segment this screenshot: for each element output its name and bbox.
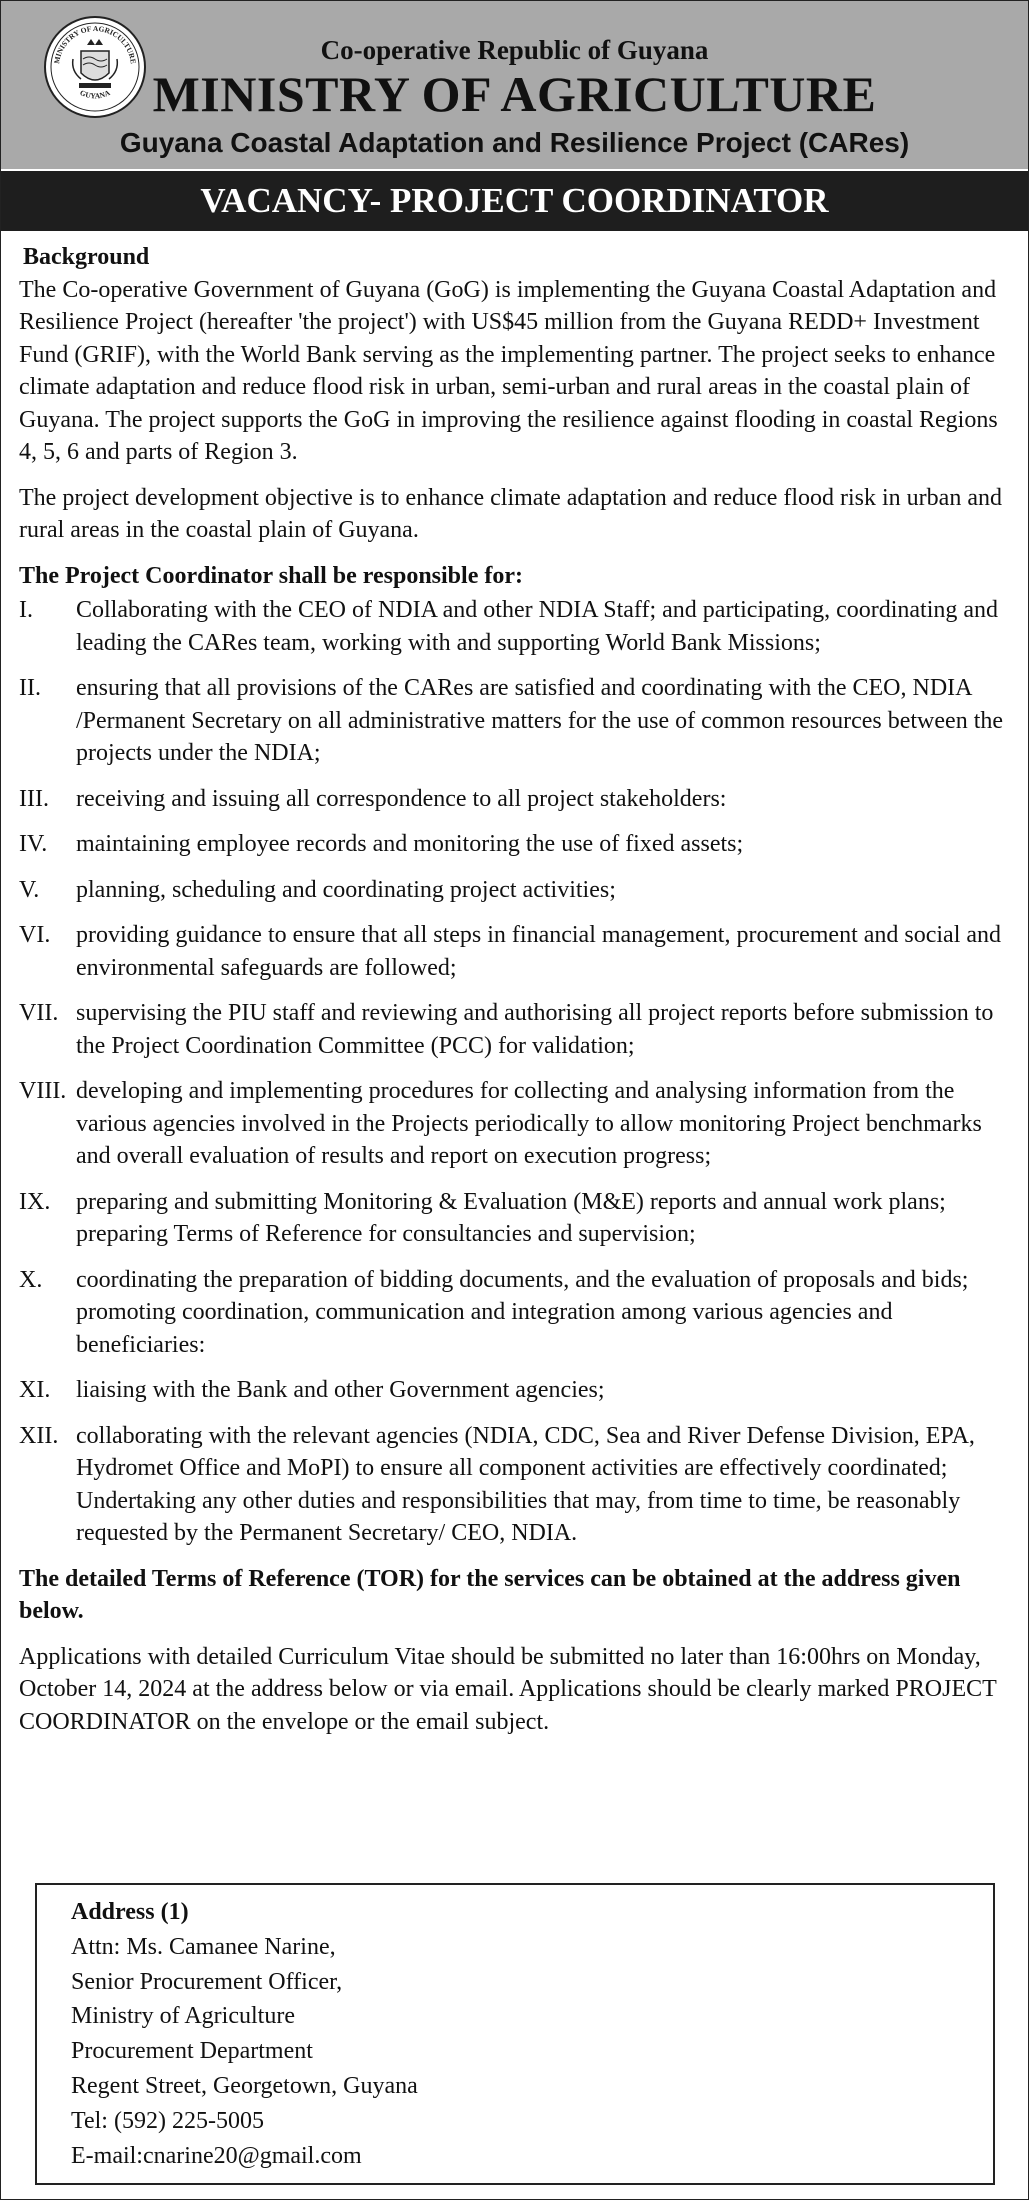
background-paragraph-1: The Co-operative Government of Guyana (GoG) is implementing the Guyana Coastal Adaptation and Resilience Project (hereafter 'the project') with US$45 million from the Guyana REDD+ Investment Fund (GRIF), with the World Bank serving as the implementing partner. The project seeks to enhance climate adaptation and reduce flood risk in urban, semi-urban and rural areas in the coastal plain of Guyana. The project supports the GoG in improving the resilience against flooding in coastal Regions 4, 5, 6 and parts of Region 3. xyxy=(19,276,998,465)
item-text: ensuring that all provisions of the CARes are satisfied and coordinating with the CEO, NDIA /Permanent Secretary on all administrative matters for the use of common resources between the projects under the NDIA; xyxy=(76,675,1004,766)
list-item xyxy=(19,1075,1009,1173)
item-number: VII. xyxy=(19,1000,59,1026)
item-text: supervising the PIU staff and reviewing and authorising all project reports before submission to the Project Coordination Committee (PCC) for validation; xyxy=(76,1000,994,1059)
list-item xyxy=(19,919,1009,984)
address-line: Senior Procurement Officer, xyxy=(71,1968,343,1995)
item-number: XI. xyxy=(19,1377,51,1403)
item-number: IV. xyxy=(19,831,48,857)
item-number: VI. xyxy=(19,922,51,948)
list-item xyxy=(19,828,1009,861)
republic-heading: Co-operative Republic of Guyana xyxy=(320,35,709,65)
responsibilities-heading: The Project Coordinator shall be responsible for: xyxy=(19,562,523,589)
applications-paragraph: Applications with detailed Curriculum Vitae should be submitted no later than 16:00hrs on Monday, October 14, 2024 at the address below or via email. Applications should be clearly marked PROJECT COORDINATOR on the envelope or the email subject. xyxy=(19,1643,997,1735)
vacancy-title: VACANCY- PROJECT COORDINATOR xyxy=(1,171,1028,231)
phone-line: Tel: (592) 225-5005 xyxy=(71,2107,264,2134)
seal-text-bottom: GUYANA xyxy=(78,88,112,101)
item-number: XII. xyxy=(19,1422,59,1449)
item-number: IX. xyxy=(19,1188,51,1215)
address-line: Attn: Ms. Camanee Narine, xyxy=(71,1933,336,1960)
list-item xyxy=(19,783,1009,816)
item-text: maintaining employee records and monitoring the use of fixed assets; xyxy=(76,831,744,857)
item-text: collaborating with the relevant agencies (NDIA, CDC, Sea and River Defense Division, EPA, Hydromet Office and MoPI) to ensure all component activities are effectively coordinated; Undertaking any other duties and responsibilities that may, from time to time, be reasonably requested by the Permanent Secretary/ CEO, NDIA. xyxy=(76,1422,975,1546)
item-text: receiving and issuing all correspondence to all project stakeholders: xyxy=(76,785,727,812)
item-number: X. xyxy=(19,1266,43,1293)
item-number: III. xyxy=(19,785,49,812)
item-text: developing and implementing procedures for collecting and analysing information from the various agencies involved in the Projects periodically to allow monitoring Project benchmarks and overall evaluation of results and report on execution progress; xyxy=(76,1078,982,1169)
address-line: Procurement Department xyxy=(71,2038,313,2065)
item-text: Collaborating with the CEO of NDIA and other NDIA Staff; and participating, coordinating and leading the CARes team, working with and supporting World Bank Missions; xyxy=(76,597,999,656)
list-item xyxy=(19,1264,1009,1362)
item-text: coordinating the preparation of bidding documents, and the evaluation of proposals and bids; promoting coordination, communication and integration among various agencies and beneficiaries: xyxy=(76,1266,969,1358)
item-text: providing guidance to ensure that all steps in financial management, procurement and social and environmental safeguards are followed; xyxy=(76,922,1002,981)
address-heading: Address (1) xyxy=(71,1899,189,1925)
address-line: Ministry of Agriculture xyxy=(71,2003,295,2030)
item-text: preparing and submitting Monitoring & Evaluation (M&E) reports and annual work plans; preparing Terms of Reference for consultancies and supervision; xyxy=(76,1188,946,1247)
header-banner xyxy=(1,1,1028,169)
ministry-heading: MINISTRY OF AGRICULTURE xyxy=(152,66,877,122)
address-line: Regent Street, Georgetown, Guyana xyxy=(71,2072,418,2099)
background-paragraph-2: The project development objective is to enhance climate adaptation and reduce flood risk in urban and rural areas in the coastal plain of Guyana. xyxy=(19,484,1002,543)
item-number: I. xyxy=(19,597,33,623)
list-item xyxy=(19,997,1009,1062)
list-item xyxy=(19,1374,1009,1407)
project-heading: Guyana Coastal Adaptation and Resilience Project (CARes) xyxy=(119,127,910,158)
list-item xyxy=(19,1420,1009,1550)
list-item xyxy=(19,874,1009,907)
item-number: VIII. xyxy=(19,1078,67,1104)
email-line: E-mail:cnarine20@gmail.com xyxy=(71,2142,362,2169)
item-number: V. xyxy=(19,876,40,903)
item-text: liaising with the Bank and other Government agencies; xyxy=(76,1377,605,1403)
list-item xyxy=(19,1186,1009,1251)
seal-text-top: MINISTRY OF AGRICULTURE xyxy=(52,23,138,65)
list-item xyxy=(19,672,1009,770)
responsibilities-list xyxy=(19,594,1009,1550)
tor-note: The detailed Terms of Reference (TOR) for the services can be obtained at the address given below. xyxy=(19,1565,961,1624)
advert-body xyxy=(19,241,1009,1751)
item-text: planning, scheduling and coordinating project activities; xyxy=(76,876,616,903)
list-item xyxy=(19,594,1009,659)
address-box xyxy=(35,1883,995,2185)
background-heading: Background xyxy=(23,244,150,270)
item-number: II. xyxy=(19,675,41,701)
